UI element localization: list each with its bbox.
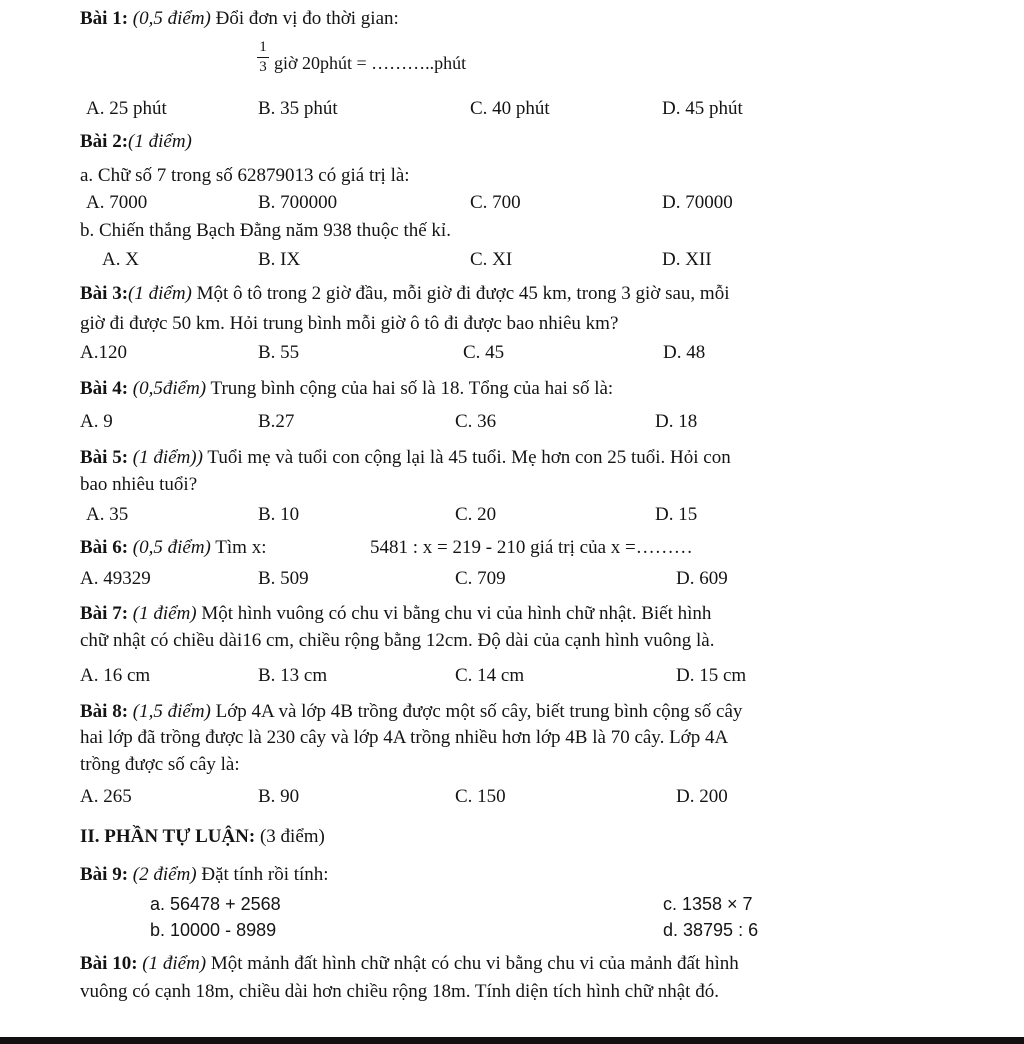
q7-option-d: D. 15 cm: [676, 665, 747, 686]
q2a-option-a: A. 7000: [86, 192, 148, 213]
q4-option-b: B.27: [258, 411, 295, 432]
q4-line: [80, 378, 613, 400]
q6-line: [80, 537, 267, 559]
q8-line1: [80, 701, 742, 723]
q7-option-c: C. 14 cm: [455, 665, 525, 686]
q1-fraction: [257, 40, 269, 75]
bottom-edge: [0, 1037, 1024, 1044]
q5-head: Bài 5:: [80, 447, 129, 468]
q7-line1-text: Một hình vuông có chu vi bằng chu vi của hình chữ nhật. Biết hình: [201, 603, 712, 624]
q6-option-b: B. 509: [258, 568, 309, 589]
q8-line2: hai lớp đã trồng được là 230 cây và lớp 4A trồng nhiều hơn lớp 4B là 70 cây. Lớp 4A: [80, 727, 729, 748]
q3-option-d: D. 48: [663, 342, 706, 363]
q3-option-a: A.120: [80, 342, 127, 363]
q1-option-b: B. 35 phút: [258, 98, 338, 119]
q2-heading: [80, 131, 192, 153]
q10-head: Bài 10:: [80, 953, 138, 974]
q9-c: c. 1358 × 7: [663, 894, 753, 914]
q7-head: Bài 7:: [80, 603, 129, 624]
q9-d: d. 38795 : 6: [663, 920, 759, 940]
q10-points: (1 điểm): [142, 953, 207, 974]
q5-option-c: C. 20: [455, 504, 497, 525]
q1-option-d: D. 45 phút: [662, 98, 743, 119]
q10-line1-text: Một mảnh đất hình chữ nhật có chu vi bằng chu vi của mảnh đất hình: [210, 953, 739, 974]
q3-line1-text: Một ô tô trong 2 giờ đầu, mỗi giờ đi được 45 km, trong 3 giờ sau, mỗi: [196, 283, 730, 304]
q5-option-b: B. 10: [258, 504, 300, 525]
q3-head: Bài 3:: [80, 283, 129, 304]
q1-option-c: C. 40 phút: [470, 98, 550, 119]
q8-head: Bài 8:: [80, 701, 129, 722]
q2a-option-b: B. 700000: [258, 192, 338, 213]
q4-text: Trung bình cộng của hai số là 18. Tổng của hai số là:: [210, 378, 614, 399]
q3-option-b: B. 55: [258, 342, 300, 363]
q5-line1: [80, 447, 731, 469]
q7-option-b: B. 13 cm: [258, 665, 328, 686]
q4-head: Bài 4:: [80, 378, 129, 399]
q4-option-d: D. 18: [655, 411, 698, 432]
q6-text: Tìm x:: [215, 537, 267, 558]
q9-a: a. 56478 + 2568: [150, 894, 281, 914]
q2a-option-c: C. 700: [470, 192, 521, 213]
q1-frac-den: 3: [259, 59, 267, 75]
q8-option-b: B. 90: [258, 786, 300, 807]
q2b-option-c: C. XI: [470, 249, 513, 270]
q6-points: (0,5 điểm): [132, 537, 211, 558]
q5-option-a: A. 35: [86, 504, 129, 525]
q9-head: Bài 9:: [80, 864, 129, 885]
q2a-text: a. Chữ số 7 trong số 62879013 có giá trị là:: [80, 165, 410, 186]
q2b-option-b: B. IX: [258, 249, 301, 270]
q6-expression: 5481 : x = 219 - 210 giá trị của x =………: [370, 537, 693, 558]
q3-points: (1 điểm): [128, 283, 192, 304]
q1-expression: giờ 20phút = ………..phút: [274, 53, 467, 73]
q7-points: (1 điểm): [132, 603, 197, 624]
section2-points: (3 điểm): [259, 826, 325, 847]
q5-line1-text: Tuổi mẹ và tuổi con cộng lại là 45 tuổi. Mẹ hơn con 25 tuổi. Hỏi con: [207, 447, 731, 468]
section2-heading: [80, 826, 325, 848]
q2a-option-d: D. 70000: [662, 192, 733, 213]
q1-text: Đổi đơn vị đo thời gian:: [215, 8, 399, 29]
q7-option-a: A. 16 cm: [80, 665, 151, 686]
q9-line: [80, 864, 329, 886]
q5-option-d: D. 15: [655, 504, 698, 525]
q2b-option-d: D. XII: [662, 249, 712, 270]
q6-option-c: C. 709: [455, 568, 506, 589]
q7-line1: [80, 603, 711, 625]
q2-head: Bài 2:: [80, 131, 129, 152]
q3-line2: giờ đi được 50 km. Hỏi trung bình mỗi giờ ô tô đi được bao nhiêu km?: [80, 313, 619, 334]
q7-line2: chữ nhật có chiều dài16 cm, chiều rộng bằng 12cm. Độ dài của cạnh hình vuông là.: [80, 630, 715, 651]
q8-option-a: A. 265: [80, 786, 132, 807]
q9-text: Đặt tính rồi tính:: [201, 864, 329, 885]
q1-frac-num: 1: [259, 39, 267, 55]
q1-heading: [80, 8, 399, 30]
q6-head: Bài 6:: [80, 537, 129, 558]
q8-option-c: C. 150: [455, 786, 506, 807]
q3-option-c: C. 45: [463, 342, 505, 363]
q9-b: b. 10000 - 8989: [150, 920, 277, 940]
q1-points: (0,5 điểm): [132, 8, 211, 29]
q4-points: (0,5điểm): [132, 378, 207, 399]
q8-option-d: D. 200: [676, 786, 728, 807]
q4-option-a: A. 9: [80, 411, 113, 432]
q8-points: (1,5 điểm): [132, 701, 211, 722]
q8-line3: trồng được số cây là:: [80, 754, 240, 775]
q2-points: (1 điểm): [128, 131, 192, 152]
q1-option-a: A. 25 phút: [86, 98, 167, 119]
q4-option-c: C. 36: [455, 411, 497, 432]
section2-title: II. PHẦN TỰ LUẬN:: [80, 826, 256, 847]
q10-line2: vuông có cạnh 18m, chiều dài hơn chiều rộng 18m. Tính diện tích hình chữ nhật đó.: [80, 981, 719, 1002]
q2b-option-a: A. X: [102, 249, 139, 270]
q2b-text: b. Chiến thắng Bạch Đằng năm 938 thuộc thế kỉ.: [80, 220, 451, 241]
q5-line2: bao nhiêu tuổi?: [80, 474, 198, 495]
q10-line1: [80, 953, 739, 975]
q6-option-d: D. 609: [676, 568, 728, 589]
q5-points: (1 điểm)): [132, 447, 203, 468]
q1-head: Bài 1:: [80, 8, 129, 29]
q8-line1-text: Lớp 4A và lớp 4B trồng được một số cây, biết trung bình cộng số cây: [215, 701, 743, 722]
q6-option-a: A. 49329: [80, 568, 151, 589]
q9-points: (2 điểm): [132, 864, 197, 885]
q3-line1: [80, 283, 729, 305]
